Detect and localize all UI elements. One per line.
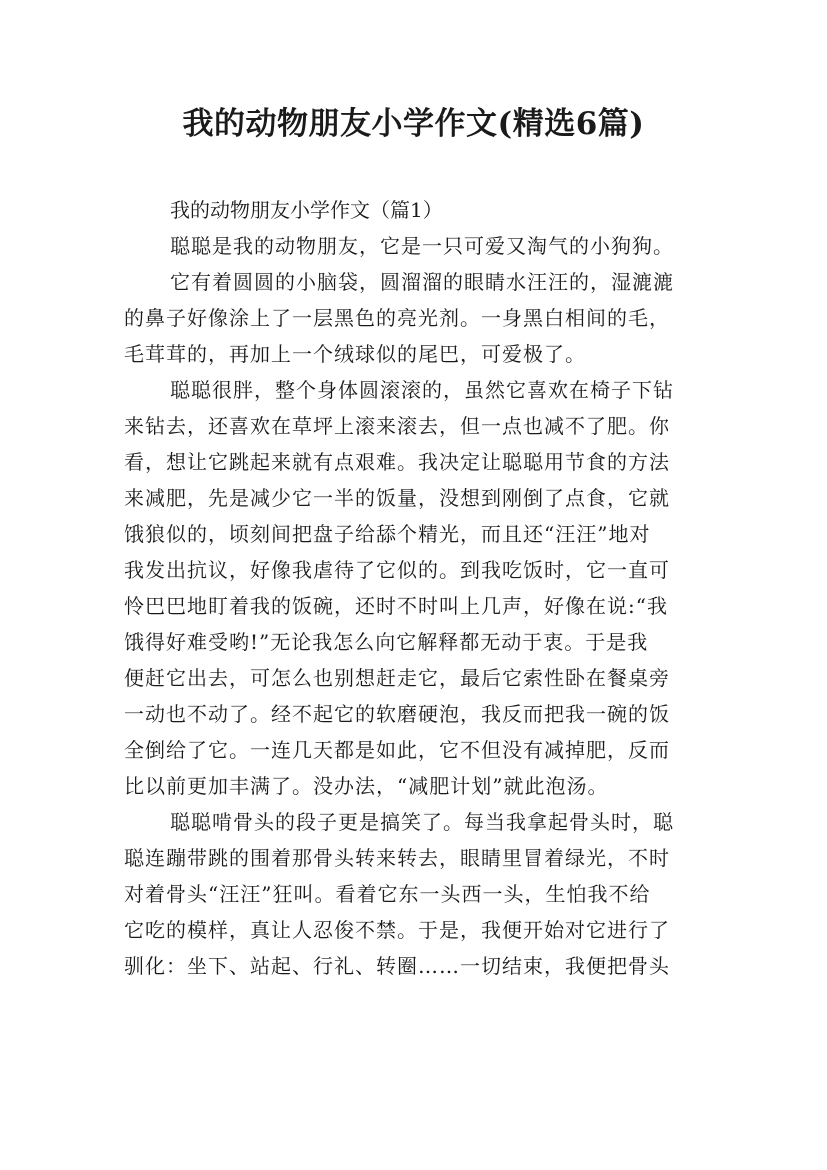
text-line: 聪连蹦带跳的围着那骨头转来转去，眼睛里冒着绿光，不时 (124, 846, 670, 870)
text-line: 它吃的模样，真让人忍俊不禁。于是，我便开始对它进行了 (124, 918, 670, 942)
text-line: 聪聪很胖，整个身体圆滚滚的，虽然它喜欢在椅子下钻 (170, 378, 674, 402)
text-line: 比以前更加丰满了。没办法，“减肥计划”就此泡汤。 (124, 774, 609, 798)
text-line: 怜巴巴地盯着我的饭碗，还时不时叫上几声，好像在说:“我 (124, 594, 668, 618)
text-line: 聪聪是我的动物朋友，它是一只可爱又淘气的小狗狗。 (170, 234, 674, 258)
paragraph-lines (124, 228, 712, 984)
text-line: 饿狼似的，顷刻间把盘子给舔个精光，而且还“汪汪”地对 (124, 522, 651, 546)
text-line: 便赶它出去，可怎么也别想赶走它，最后它索性卧在餐桌旁 (124, 666, 670, 690)
text-line: 的鼻子好像涂上了一层黑色的亮光剂。一身黑白相间的毛， (124, 306, 670, 330)
text-line: 来减肥，先是减少它一半的饭量，没想到刚倒了点食，它就 (124, 486, 670, 510)
text-line: 我发出抗议，好像我虐待了它似的。到我吃饭时，它一直可 (124, 558, 670, 582)
section-heading: 我的动物朋友小学作文（篇1） (170, 198, 443, 222)
document-body (124, 192, 712, 984)
text-line: 看，想让它跳起来就有点艰难。我决定让聪聪用节食的方法 (124, 450, 670, 474)
text-line: 一动也不动了。经不起它的软磨硬泡，我反而把我一碗的饭 (124, 702, 670, 726)
text-line: 毛茸茸的，再加上一个绒球似的尾巴，可爱极了。 (124, 342, 586, 366)
text-line: 全倒给了它。一连几天都是如此，它不但没有减掉肥，反而 (124, 738, 670, 762)
text-line: 对着骨头“汪汪”狂叫。看着它东一头西一头，生怕我不给 (124, 882, 651, 906)
text-line: 聪聪啃骨头的段子更是搞笑了。每当我拿起骨头时，聪 (170, 810, 674, 834)
document-title: 我的动物朋友小学作文(精选6篇) (182, 106, 645, 142)
text-line: 它有着圆圆的小脑袋，圆溜溜的眼睛水汪汪的，湿漉漉 (170, 270, 674, 294)
text-line: 饿得好难受哟!”无论我怎么向它解释都无动于衷。于是我 (124, 630, 649, 654)
text-line: 来钻去，还喜欢在草坪上滚来滚去，但一点也减不了肥。你 (124, 414, 670, 438)
text-line: 驯化：坐下、站起、行礼、转圈……一切结束，我便把骨头 (124, 954, 670, 978)
